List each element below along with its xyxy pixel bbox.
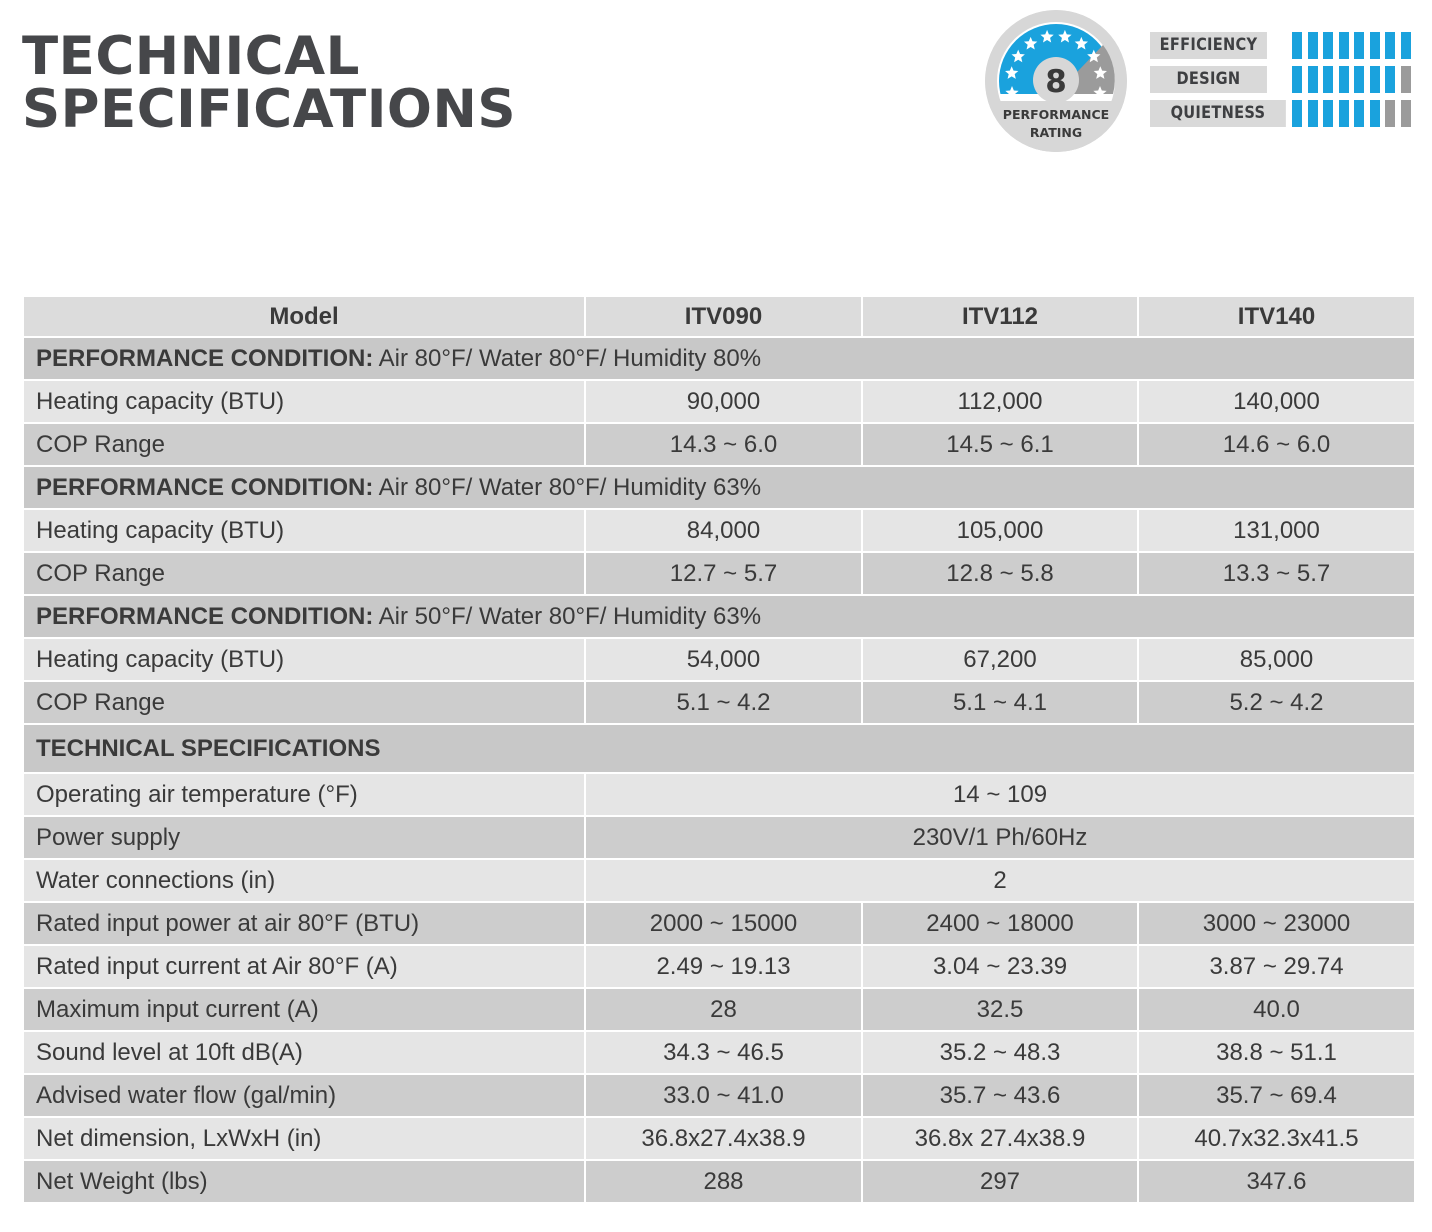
rating-bar-filled — [1385, 66, 1395, 93]
row-label: Net Weight (lbs) — [23, 1160, 585, 1203]
row-value: 34.3 ~ 46.5 — [585, 1031, 862, 1074]
rating-bar-filled — [1323, 100, 1333, 127]
header-itv140: ITV140 — [1138, 296, 1415, 337]
section-header-bold: TECHNICAL SPECIFICATIONS — [36, 734, 381, 762]
row-value: 35.2 ~ 48.3 — [862, 1031, 1138, 1074]
row-value: 12.8 ~ 5.8 — [862, 552, 1138, 595]
section-header — [23, 337, 1415, 380]
row-value: 14.6 ~ 6.0 — [1138, 423, 1415, 466]
rating-label: QUIETNESS — [1150, 100, 1286, 127]
rating-row-efficiency — [1150, 32, 1418, 59]
row-value: 33.0 ~ 41.0 — [585, 1074, 862, 1117]
page-title — [22, 26, 517, 140]
row-value: 347.6 — [1138, 1160, 1415, 1203]
rating-bar-filled — [1354, 66, 1364, 93]
row-value: 85,000 — [1138, 638, 1415, 681]
row-value-merged: 14 ~ 109 — [585, 773, 1415, 816]
rating-bar-filled — [1323, 32, 1333, 59]
performance-rating-badge — [985, 10, 1127, 152]
row-value: 2000 ~ 15000 — [585, 902, 862, 945]
row-value: 40.7x32.3x41.5 — [1138, 1117, 1415, 1160]
row-value: 112,000 — [862, 380, 1138, 423]
rating-bar-empty — [1385, 100, 1395, 127]
row-value-merged: 230V/1 Ph/60Hz — [585, 816, 1415, 859]
row-label: COP Range — [23, 681, 585, 724]
row-value: 40.0 — [1138, 988, 1415, 1031]
page-title-line2: SPECIFICATIONS — [22, 79, 517, 140]
row-value: 105,000 — [862, 509, 1138, 552]
rating-bar-empty — [1401, 100, 1411, 127]
row-label: Net dimension, LxWxH (in) — [23, 1117, 585, 1160]
rating-bar-filled — [1370, 32, 1380, 59]
row-value: 38.8 ~ 51.1 — [1138, 1031, 1415, 1074]
table-row — [23, 1160, 1415, 1203]
table-row — [23, 902, 1415, 945]
row-value: 2400 ~ 18000 — [862, 902, 1138, 945]
row-value: 12.7 ~ 5.7 — [585, 552, 862, 595]
row-label: Heating capacity (BTU) — [23, 638, 585, 681]
row-label: Heating capacity (BTU) — [23, 380, 585, 423]
section-header-text: Air 50°F/ Water 80°F/ Humidity 63% — [373, 602, 762, 630]
header-model: Model — [23, 296, 585, 337]
row-value: 67,200 — [862, 638, 1138, 681]
table-row — [23, 859, 1415, 902]
rating-bar-filled — [1339, 100, 1349, 127]
row-label: COP Range — [23, 552, 585, 595]
section-header-text: Air 80°F/ Water 80°F/ Humidity 80% — [373, 344, 762, 372]
table-header-row — [23, 296, 1415, 337]
badge-line1: PERFORMANCE — [1002, 107, 1110, 122]
row-value: 2.49 ~ 19.13 — [585, 945, 862, 988]
row-value: 140,000 — [1138, 380, 1415, 423]
row-value: 36.8x27.4x38.9 — [585, 1117, 862, 1160]
row-label: Advised water flow (gal/min) — [23, 1074, 585, 1117]
rating-bar-filled — [1308, 100, 1318, 127]
section-header — [23, 466, 1415, 509]
section-header — [23, 724, 1415, 773]
section-header-bold: PERFORMANCE CONDITION: — [36, 473, 374, 501]
table-row — [23, 681, 1415, 724]
rating-bar-filled — [1292, 66, 1302, 93]
rating-bar-empty — [1401, 66, 1411, 93]
row-value: 5.1 ~ 4.2 — [585, 681, 862, 724]
rating-bar-filled — [1339, 32, 1349, 59]
rating-bar-filled — [1370, 66, 1380, 93]
row-label: Sound level at 10ft dB(A) — [23, 1031, 585, 1074]
section-header-bold: PERFORMANCE CONDITION: — [36, 344, 374, 372]
rating-row-design — [1150, 66, 1418, 93]
badge-line2: RATING — [1029, 125, 1083, 140]
table-row — [23, 988, 1415, 1031]
row-value: 84,000 — [585, 509, 862, 552]
header-itv090: ITV090 — [585, 296, 862, 337]
row-value: 90,000 — [585, 380, 862, 423]
table-row — [23, 380, 1415, 423]
row-value: 3.87 ~ 29.74 — [1138, 945, 1415, 988]
specifications-table — [22, 295, 1416, 1204]
rating-bar-filled — [1370, 100, 1380, 127]
rating-bar-filled — [1339, 66, 1349, 93]
row-value: 14.3 ~ 6.0 — [585, 423, 862, 466]
row-value: 5.2 ~ 4.2 — [1138, 681, 1415, 724]
rating-bar-filled — [1385, 32, 1395, 59]
rating-bar-filled — [1292, 100, 1302, 127]
row-value: 54,000 — [585, 638, 862, 681]
rating-bar-filled — [1354, 100, 1364, 127]
rating-bar-filled — [1308, 32, 1318, 59]
page-title-line1: TECHNICAL — [22, 26, 360, 87]
table-row — [23, 423, 1415, 466]
row-value: 3000 ~ 23000 — [1138, 902, 1415, 945]
row-label: Rated input power at air 80°F (BTU) — [23, 902, 585, 945]
rating-bar-filled — [1354, 32, 1364, 59]
section-header-row — [23, 337, 1415, 380]
table-row — [23, 816, 1415, 859]
section-header-row — [23, 724, 1415, 773]
rating-bar-filled — [1292, 32, 1302, 59]
row-value: 36.8x 27.4x38.9 — [862, 1117, 1138, 1160]
row-value: 5.1 ~ 4.1 — [862, 681, 1138, 724]
section-header-row — [23, 466, 1415, 509]
rating-bar-filled — [1308, 66, 1318, 93]
section-header — [23, 595, 1415, 638]
table-row — [23, 638, 1415, 681]
rating-bar-filled — [1401, 32, 1411, 59]
table-row — [23, 1074, 1415, 1117]
row-value: 297 — [862, 1160, 1138, 1203]
table-row — [23, 945, 1415, 988]
row-value: 35.7 ~ 43.6 — [862, 1074, 1138, 1117]
row-label: Water connections (in) — [23, 859, 585, 902]
table-row — [23, 509, 1415, 552]
section-header-row — [23, 595, 1415, 638]
rating-bar-filled — [1323, 66, 1333, 93]
table-row — [23, 1117, 1415, 1160]
row-label: COP Range — [23, 423, 585, 466]
row-value: 3.04 ~ 23.39 — [862, 945, 1138, 988]
section-header-bold: PERFORMANCE CONDITION: — [36, 602, 374, 630]
header-itv112: ITV112 — [862, 296, 1138, 337]
row-value: 14.5 ~ 6.1 — [862, 423, 1138, 466]
row-value: 288 — [585, 1160, 862, 1203]
badge-graphic — [985, 10, 1127, 152]
rating-row-quietness — [1150, 100, 1418, 127]
table-row — [23, 552, 1415, 595]
row-value: 35.7 ~ 69.4 — [1138, 1074, 1415, 1117]
row-value: 131,000 — [1138, 509, 1415, 552]
badge-number: 8 — [1045, 64, 1067, 100]
table-row — [23, 773, 1415, 816]
table-row — [23, 1031, 1415, 1074]
row-label: Rated input current at Air 80°F (A) — [23, 945, 585, 988]
rating-label: EFFICIENCY — [1150, 32, 1267, 59]
row-value: 32.5 — [862, 988, 1138, 1031]
section-header-text: Air 80°F/ Water 80°F/ Humidity 63% — [373, 473, 762, 501]
rating-label: DESIGN — [1150, 66, 1267, 93]
row-label: Heating capacity (BTU) — [23, 509, 585, 552]
row-value: 28 — [585, 988, 862, 1031]
row-label: Power supply — [23, 816, 585, 859]
row-value-merged: 2 — [585, 859, 1415, 902]
row-label: Maximum input current (A) — [23, 988, 585, 1031]
row-value: 13.3 ~ 5.7 — [1138, 552, 1415, 595]
row-label: Operating air temperature (°F) — [23, 773, 585, 816]
